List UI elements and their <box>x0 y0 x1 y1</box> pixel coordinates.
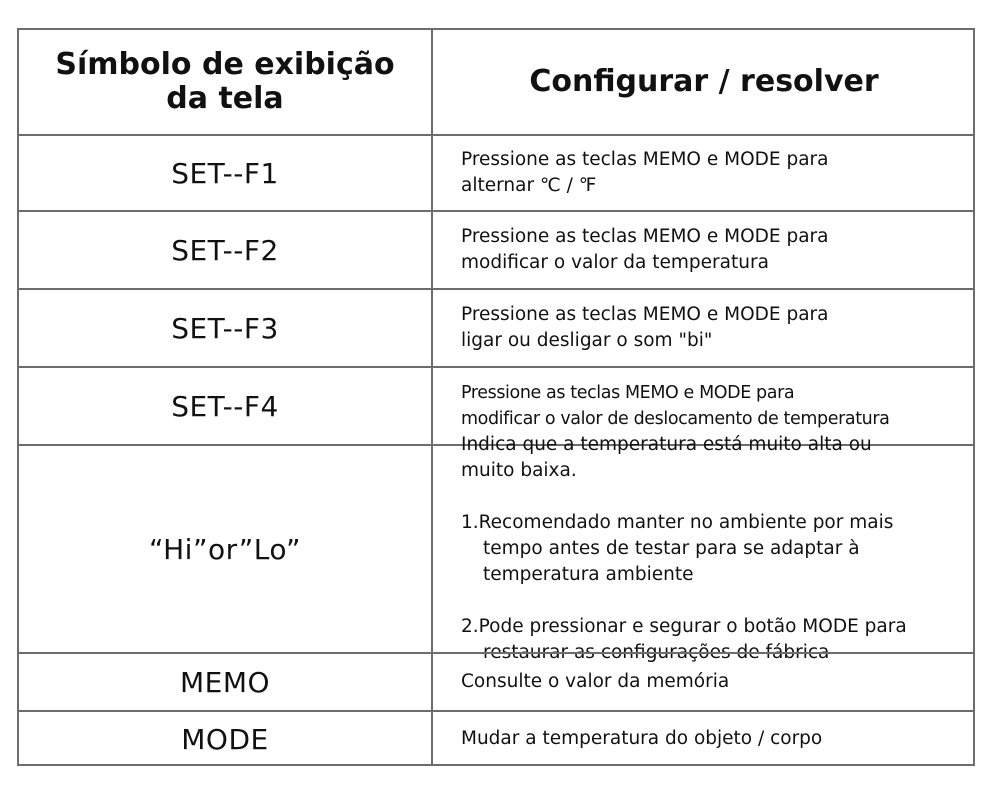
display-symbol: “Hi”or”Lo” <box>148 532 302 566</box>
table-row <box>19 210 973 288</box>
description-text: Mudar a temperatura do objeto / corpo <box>461 728 823 749</box>
symbol-cell <box>19 368 431 444</box>
symbol-cell <box>19 136 431 210</box>
description-cell <box>461 212 953 288</box>
table-row <box>19 710 973 766</box>
header-symbol-cell <box>19 30 431 134</box>
description-cell <box>461 290 953 366</box>
table-row <box>19 652 973 710</box>
description-text: Pressione as teclas MEMO e MODE para modificar o valor da temperatura <box>461 226 829 273</box>
description-list <box>461 406 953 692</box>
description-cell <box>461 654 953 710</box>
display-symbol: SET--F2 <box>171 233 279 267</box>
settings-table <box>17 28 975 766</box>
display-symbol: MEMO <box>179 665 271 699</box>
description-intro: Indica que a temperatura está muito alta ou muito baixa. <box>461 434 872 481</box>
symbol-cell <box>19 446 431 652</box>
description-text: Pressione as teclas MEMO e MODE para alternar ℃ / ℉ <box>461 149 829 196</box>
header-symbol-label: Símbolo de exibição da tela <box>55 47 395 116</box>
description-text: Consulte o valor da memória <box>461 671 730 692</box>
display-symbol: MODE <box>181 722 269 756</box>
symbol-cell <box>19 212 431 288</box>
list-item: 2.Pode pressionar e segurar o botão MODE para restaurar as configurações de fábrica <box>461 616 907 663</box>
column-divider <box>431 30 433 764</box>
table-row <box>19 288 973 366</box>
list-item: 1.Recomendado manter no ambiente por mais tempo antes de testar para se adaptar à temperatura ambiente <box>461 512 894 585</box>
table-row <box>19 434 973 663</box>
table-row <box>19 134 973 210</box>
symbol-cell <box>19 290 431 366</box>
header-config-cell <box>433 30 975 134</box>
display-symbol: SET--F1 <box>171 156 279 190</box>
display-symbol: SET--F4 <box>171 389 279 423</box>
symbol-cell <box>19 712 431 766</box>
symbol-cell <box>19 654 431 710</box>
description-text: Pressione as teclas MEMO e MODE para modificar o valor de deslocamento de temperatura <box>461 383 890 429</box>
description-text: Pressione as teclas MEMO e MODE para ligar ou desligar o som "bi" <box>461 304 829 351</box>
display-symbol: SET--F3 <box>171 311 279 345</box>
description-cell <box>461 712 953 766</box>
table-header-row <box>19 30 973 134</box>
description-cell <box>461 434 953 663</box>
header-config-label: Configurar / resolver <box>529 64 879 99</box>
description-cell <box>461 136 953 210</box>
